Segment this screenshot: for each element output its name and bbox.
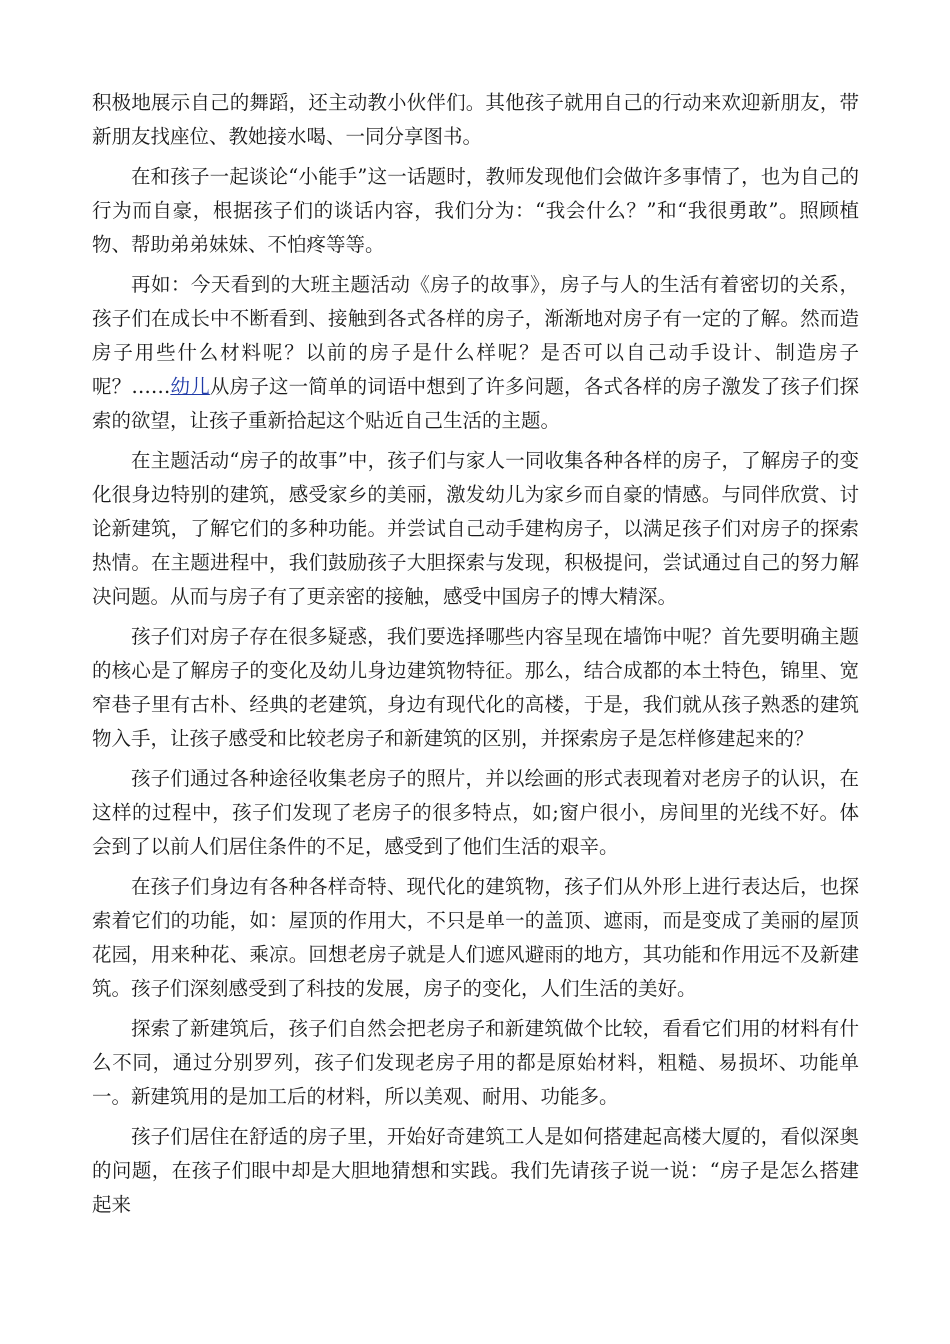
- youer-link[interactable]: 幼儿: [170, 375, 210, 398]
- paragraph-9: 孩子们居住在舒适的房子里，开始好奇建筑工人是如何搭建起高楼大厦的，看似深奥的问题，在孩子们眼中却是大胆地猜想和实践。我们先请孩子说一说：“房子是怎么搭建起来: [92, 1125, 859, 1216]
- paragraph-2: 在和孩子一起谈论“小能手”这一话题时，教师发现他们会做许多事情了，也为自己的行为而自豪，根据孩子们的谈话内容，我们分为：“我会什么？”和“我很勇敢”。照顾植物、帮助弟弟妹妹、不怕疼等等。: [92, 165, 859, 256]
- paragraph-6: 孩子们通过各种途径收集老房子的照片，并以绘画的形式表现着对老房子的认识，在这样的过程中，孩子们发现了老房子的很多特点，如;窗户很小，房间里的光线不好。体会到了以前人们居住条件的不足，感受到了他们生活的艰辛。: [92, 767, 859, 858]
- paragraph-3-text-before-link: 再如：今天看到的大班主题活动《房子的故事》，房子与人的生活有着密切的关系，孩子们在成长中不断看到、接触到各式各样的房子，渐渐地对房子有一定的了解。然而造房子用些什么材料呢？以前的房子是什么样呢？是否可以自己动手设计、制造房子呢？……: [92, 273, 859, 398]
- paragraph-3: [92, 268, 859, 438]
- paragraph-4: 在主题活动“房子的故事”中，孩子们与家人一同收集各种各样的房子，了解房子的变化很身边特别的建筑，感受家乡的美丽，激发幼儿为家乡而自豪的情感。与同伴欣赏、讨论新建筑，了解它们的多种功能。并尝试自己动手建构房子，以满足孩子们对房子的探索热情。在主题进程中，我们鼓励孩子大胆探索与发现，积极提问，尝试通过自己的努力解决问题。从而与房子有了更亲密的接触，感受中国房子的博大精深。: [92, 449, 859, 608]
- paragraph-3-text-after-link: 从房子这一简单的词语中想到了许多问题，各式各样的房子激发了孩子们探索的欲望，让孩子重新拾起这个贴近自己生活的主题。: [92, 375, 859, 432]
- paragraph-8: 探索了新建筑后，孩子们自然会把老房子和新建筑做个比较，看看它们用的材料有什么不同，通过分别罗列，孩子们发现老房子用的都是原始材料，粗糙、易损坏、功能单一。新建筑用的是加工后的材料，所以美观、耐用、功能多。: [92, 1017, 859, 1108]
- paragraph-5: 孩子们对房子存在很多疑惑，我们要选择哪些内容呈现在墙饰中呢？首先要明确主题的核心是了解房子的变化及幼儿身边建筑物特征。那么，结合成都的本土特色，锦里、宽窄巷子里有古朴、经典的老建筑，身边有现代化的高楼，于是，我们就从孩子熟悉的建筑物入手，让孩子感受和比较老房子和新建筑的区别，并探索房子是怎样修建起来的？: [92, 625, 859, 750]
- paragraph-7: 在孩子们身边有各种各样奇特、现代化的建筑物，孩子们从外形上进行表达后，也探索着它们的功能，如：屋顶的作用大，不只是单一的盖顶、遮雨，而是变成了美丽的屋顶花园，用来种花、乘凉。回想老房子就是人们遮风避雨的地方，其功能和作用远不及新建筑。孩子们深刻感受到了科技的发展，房子的变化，人们生活的美好。: [92, 875, 859, 1000]
- document-body: [92, 86, 859, 1228]
- paragraph-1: 积极地展示自己的舞蹈，还主动教小伙伴们。其他孩子就用自己的行动来欢迎新朋友，带新朋友找座位、教她接水喝、一同分享图书。: [92, 91, 859, 148]
